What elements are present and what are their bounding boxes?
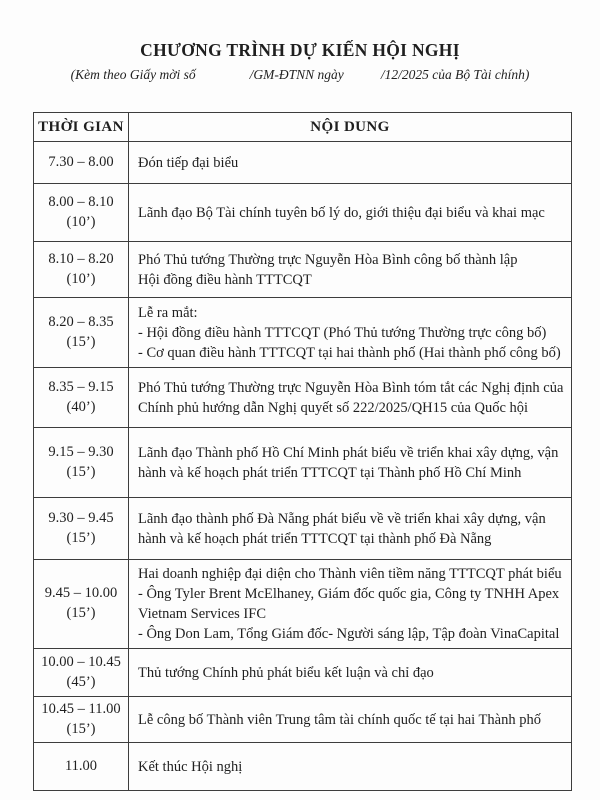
- time-cell: [34, 142, 129, 183]
- time-cell: [34, 560, 129, 648]
- time-cell: [34, 498, 129, 559]
- time-cell: [34, 368, 129, 427]
- time-range: 8.00 – 8.10: [48, 193, 114, 210]
- content-line: Lãnh đạo Bộ Tài chính tuyên bố lý do, giới thiệu đại biểu và khai mạc: [138, 204, 545, 221]
- content-line: Thủ tướng Chính phủ phát biểu kết luận và chỉ đạo: [138, 664, 434, 681]
- time-range: 9.15 – 9.30: [48, 443, 114, 460]
- time-cell: [34, 428, 129, 497]
- content-line: Lãnh đạo thành phố Đà Nẵng phát biểu về về triển khai xây dựng, vận hành và kế hoạch phát triển TTTCQT tại thành phố Đà Nẵng: [138, 510, 546, 547]
- time-cell: [34, 743, 129, 790]
- content-cell: [129, 242, 571, 297]
- time-range: 8.20 – 8.35: [48, 313, 114, 330]
- content-line: Phó Thủ tướng Thường trực Nguyễn Hòa Bình tóm tắt các Nghị định của Chính phủ hướng dẫn Nghị quyết số 222/2025/QH15 của Quốc hội: [138, 379, 564, 416]
- table-row: [34, 559, 571, 648]
- time-range: 7.30 – 8.00: [48, 153, 114, 170]
- content-line: Lãnh đạo Thành phố Hồ Chí Minh phát biểu về triển khai xây dựng, vận hành và kế hoạch phát triển TTTCQT tại Thành phố Hồ Chí Minh: [138, 444, 559, 481]
- time-duration: (15’): [66, 529, 96, 546]
- table-row: [34, 648, 571, 696]
- time-range: 10.45 – 11.00: [41, 701, 121, 717]
- content-line: Kết thúc Hội nghị: [138, 758, 243, 775]
- content-line: Lễ ra mắt:: [138, 304, 198, 321]
- time-range: 11.00: [64, 757, 98, 774]
- time-duration: (40’): [66, 398, 96, 415]
- content-cell: [129, 184, 571, 241]
- time-duration: (15’): [66, 333, 96, 350]
- column-header-content: NỘI DUNG: [310, 118, 390, 135]
- table-row: [34, 183, 571, 241]
- table-row: [34, 742, 571, 790]
- time-duration: (10’): [66, 213, 96, 230]
- time-range: 8.35 – 9.15: [48, 378, 114, 395]
- content-cell: [129, 142, 571, 183]
- table-row: [34, 696, 571, 742]
- content-line: Hội đồng điều hành TTTCQT: [138, 271, 312, 288]
- time-duration: (45’): [66, 673, 96, 690]
- content-line: Hai doanh nghiệp đại diện cho Thành viên tiềm năng TTTCQT phát biểu: [138, 566, 562, 582]
- content-line: Lễ công bố Thành viên Trung tâm tài chính quốc tế tại hai Thành phố: [138, 711, 541, 728]
- time-duration: (15’): [66, 720, 96, 737]
- time-cell: [34, 242, 129, 297]
- agenda-table: [33, 112, 572, 791]
- table-row: [34, 497, 571, 559]
- page-title: CHƯƠNG TRÌNH DỰ KIẾN HỘI NGHỊ: [140, 40, 460, 60]
- time-cell: [34, 697, 129, 742]
- content-line: Phó Thủ tướng Thường trực Nguyễn Hòa Bình công bố thành lập: [138, 251, 518, 268]
- table-row: [34, 297, 571, 367]
- content-line: - Hội đồng điều hành TTTCQT (Phó Thủ tướng Thường trực công bố): [138, 324, 547, 341]
- content-line: - Ông Don Lam, Tổng Giám đốc- Người sáng lập, Tập đoàn VinaCapital: [138, 626, 560, 642]
- time-cell: [34, 298, 129, 367]
- table-row: [34, 241, 571, 297]
- content-cell: [129, 697, 571, 742]
- content-cell: [129, 560, 571, 648]
- content-line: - Ông Tyler Brent McElhaney, Giám đốc quốc gia, Công ty TNHH Apex Vietnam Services IFC: [138, 586, 560, 622]
- table-row: [34, 427, 571, 497]
- content-cell: [129, 298, 571, 367]
- time-cell: [34, 184, 129, 241]
- table-header-row: [34, 113, 571, 141]
- time-duration: (15’): [66, 605, 96, 621]
- content-cell: [129, 428, 571, 497]
- time-range: 9.45 – 10.00: [44, 585, 118, 602]
- time-cell: [34, 649, 129, 696]
- table-row: [34, 141, 571, 183]
- content-cell: [129, 368, 571, 427]
- time-duration: (10’): [66, 270, 96, 287]
- table-row: [34, 367, 571, 427]
- time-range: 9.30 – 9.45: [48, 509, 114, 526]
- content-line: - Cơ quan điều hành TTTCQT tại hai thành phố (Hai thành phố công bố): [138, 344, 561, 361]
- content-line: Đón tiếp đại biểu: [138, 154, 239, 171]
- content-cell: [129, 498, 571, 559]
- page-subtitle: (Kèm theo Giấy mời số /GM-ĐTNN ngày /12/2025 của Bộ Tài chính): [70, 67, 530, 82]
- column-header-time: THỜI GIAN: [34, 113, 129, 141]
- time-range: 8.10 – 8.20: [48, 250, 114, 267]
- content-cell: [129, 743, 571, 790]
- time-duration: (15’): [66, 463, 96, 480]
- content-cell: [129, 649, 571, 696]
- time-range: 10.00 – 10.45: [41, 653, 121, 670]
